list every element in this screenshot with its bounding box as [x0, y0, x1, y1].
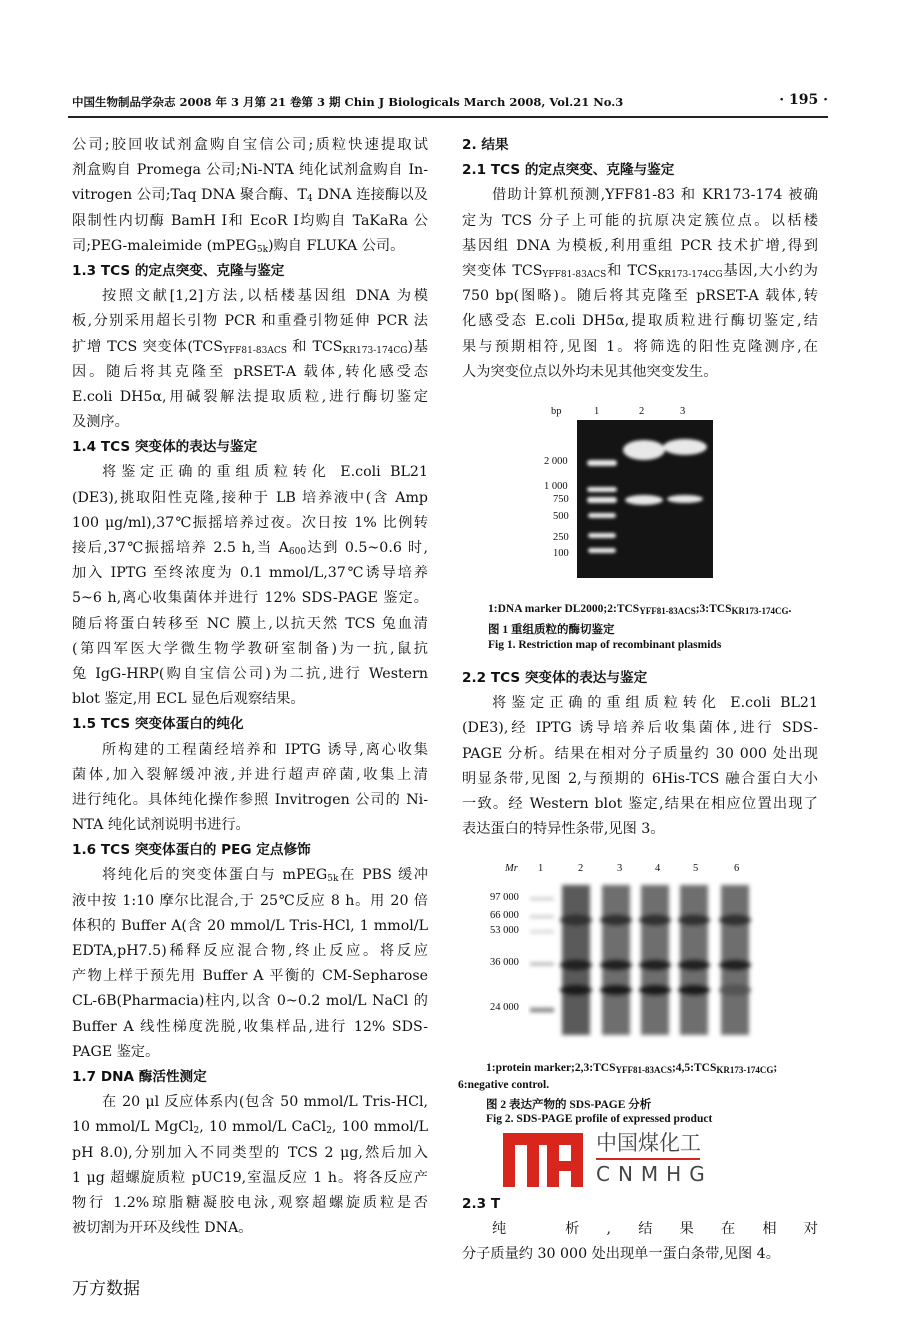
text-run: pH 8.0),分别加入不同类型的 TCS 2 μg,然后加入: [72, 1144, 428, 1161]
subscript: KR173-174CG: [731, 606, 789, 616]
fig1-lane-label: 2: [639, 406, 645, 417]
fig2-lane-label: 6: [734, 863, 740, 874]
text-line: [462, 716, 818, 741]
text-run: 和 TCS: [286, 338, 343, 355]
text-line: [72, 612, 428, 637]
section-heading: 1.7 DNA 酶活性测定: [72, 1068, 207, 1085]
section-heading: 1.3 TCS 的定点突变、克隆与鉴定: [72, 262, 285, 279]
text-line: [72, 486, 428, 511]
watermark-en: CNMHG: [596, 1162, 713, 1186]
text-run: 限制性内切酶 BamH Ⅰ和 EcoR Ⅰ均购自 TaKaRa 公: [72, 212, 428, 229]
header-rule: [68, 116, 828, 118]
gel-band: [719, 959, 751, 971]
subscript: YFF81-83ACS: [223, 345, 287, 356]
text-run: 10 mmol/L MgCl: [72, 1119, 194, 1136]
text-run: 一致。经 Western blot 鉴定,结果在相应位置出现了: [462, 795, 818, 812]
text-line: [462, 792, 818, 817]
text-line: [72, 360, 428, 385]
text-run: 及测序。: [72, 414, 129, 431]
section-heading: 1.4 TCS 突变体的表达与鉴定: [72, 439, 258, 456]
text-run: 司;PEG-maleimide (mPEG: [72, 237, 257, 254]
text-run: )购自 FLUKA 公司。: [268, 237, 405, 254]
text-line: [72, 1166, 428, 1191]
text-run: 1 μg 超螺旋质粒 pUC19,室温反应 1 h。将各反应产: [72, 1169, 428, 1186]
right-column-results-2-2: [462, 666, 818, 842]
text-run: 公司;胶回收试剂盒购自宝信公司;质粒快速提取试: [72, 137, 428, 153]
section-heading: 2. 结果: [462, 137, 509, 153]
text-line: [72, 939, 428, 964]
text-run: 基因,大小约为: [722, 262, 818, 279]
right-column-results-2-3: [462, 1192, 818, 1268]
text-run: 1:protein marker;2,3:TCS: [486, 1062, 616, 1074]
running-header: [72, 94, 828, 110]
text-run: EDTA,pH7.5)稀释反应混合物,终止反应。将反应: [72, 943, 428, 959]
text-run: 将纯化后的突变体蛋白与 mPEG: [102, 867, 328, 884]
fig2-lane-label: 3: [617, 863, 623, 874]
footer-wanfang: 万方数据: [72, 1279, 140, 1299]
gel-band: [719, 984, 751, 996]
section-heading: 1.5 TCS 突变体蛋白的纯化: [72, 716, 244, 733]
text-run: vitrogen 公司;Taq DNA 聚合酶、T: [72, 187, 307, 204]
text-run: 进行纯化。具体纯化操作参照 Invitrogen 公司的 Ni-: [72, 791, 428, 808]
text-line: [72, 863, 428, 888]
text-line: [72, 763, 428, 788]
fig2-title-en: Fig 2. SDS-PAGE profile of expressed product: [486, 1113, 713, 1125]
text-run: 100 μg/ml),37℃振摇培养过夜。次日按 1% 比例转: [72, 514, 428, 531]
journal-info: 中国生物制品学杂志 2008 年 3 月第 21 卷第 3 期 Chin J Biologicals March 2008, Vol.21 No.3: [72, 95, 624, 109]
text-line: [462, 183, 818, 208]
text-run: 随后将蛋白转移至 NC 膜上,以抗天然 TCS 兔血清: [72, 615, 428, 632]
text-line: [72, 561, 428, 586]
text-run: )基: [407, 338, 428, 355]
text-line: [72, 209, 428, 234]
subscript: YFF81-83ACS: [615, 1065, 672, 1075]
text-line: [72, 385, 428, 410]
text-run: 剂盒购自 Promega 公司;Ni-NTA 纯化试剂盒购自 In-: [72, 162, 428, 179]
gel-band: [639, 984, 671, 996]
text-line: [72, 738, 428, 763]
text-line: [72, 1090, 428, 1115]
text-run: .: [788, 603, 792, 615]
text-run: 所构建的工程菌经培养和 IPTG 诱导,离心收集: [102, 741, 428, 758]
text-run: 液中按 1:10 摩尔比混合,于 25℃反应 8 h。用 20 倍: [72, 892, 428, 909]
text-line: [72, 813, 428, 838]
text-line: [72, 536, 428, 561]
text-line: [72, 964, 428, 989]
text-line: [72, 335, 428, 360]
text-line: [72, 687, 428, 712]
gel-band: [678, 984, 710, 996]
text-run: PAGE 鉴定。: [72, 1043, 160, 1060]
text-line: [72, 889, 428, 914]
text-run: 扩增 TCS 突变体(TCS: [72, 338, 223, 355]
text-run: 化感受态 E.coli DH5α,提取质粒进行酶切鉴定,结: [462, 313, 818, 330]
text-line: [72, 586, 428, 611]
text-line: [462, 817, 818, 842]
gel-band: [639, 959, 671, 971]
text-run: 人为突变位点以外均未见其他突变发生。: [462, 363, 718, 380]
subscript: KR173-174CG: [716, 1065, 774, 1075]
text-line: [72, 637, 428, 662]
fig1-title-cn: 图 1 重组质粒的酶切鉴定: [488, 624, 615, 636]
text-line: [72, 662, 428, 687]
subscript: 600: [288, 547, 307, 557]
text-line: [462, 742, 818, 767]
fig1-marker-label: 250: [553, 532, 569, 543]
text-line: [72, 1191, 428, 1216]
gel-band: [560, 959, 592, 971]
fig1-marker-label: 100: [553, 548, 569, 559]
text-run: 体积的 Buffer A(含 20 mmol/L Tris-HCl, 1 mmol/L: [72, 917, 428, 934]
text-line: [462, 1217, 818, 1242]
text-run: 果与预期相符,见图 1。将筛选的阳性克隆测序,在: [462, 338, 818, 355]
text-run: 被切割为开环及线性 DNA。: [72, 1220, 253, 1237]
fig1-legend: [488, 603, 791, 615]
text-line: [462, 259, 818, 284]
text-line: [72, 1015, 428, 1040]
text-line: [462, 360, 818, 385]
text-line: [462, 335, 818, 360]
text-line: [462, 767, 818, 792]
text-run: 750 bp(图略)。随后将其克隆至 pRSET-A 载体,转: [462, 288, 818, 305]
watermark-rule: [596, 1158, 700, 1160]
subscript: 2: [326, 1126, 332, 1137]
subscript: KR173-174CG: [657, 269, 723, 280]
text-run: E.coli DH5α,用碱裂解法提取质粒,进行酶切鉴定: [72, 388, 428, 405]
fig1-marker-label: 2 000: [544, 456, 568, 467]
text-run: 接后,37℃振摇培养 2.5 h,当 A: [72, 540, 289, 556]
fig2-legend-line1: [486, 1062, 777, 1074]
text-line: [72, 914, 428, 939]
text-line: [462, 1242, 818, 1267]
subscript: YFF81-83ACS: [542, 269, 607, 280]
fig1-unit-label: bp: [551, 406, 562, 417]
fig2-lane-label: 2: [578, 863, 584, 874]
text-run: (第四军医大学微生物学教研室制备)为一抗,鼠抗: [72, 640, 428, 657]
text-run: ;3:TCS: [695, 603, 732, 615]
text-line: [72, 1216, 428, 1241]
text-line: [72, 158, 428, 183]
text-run: , 10 mmol/L CaCl: [199, 1119, 327, 1136]
text-run: 将鉴定正确的重组质粒转化 E.coli BL21: [492, 695, 818, 712]
fig2-lane-label: 1: [538, 863, 544, 874]
section-heading: 2.2 TCS 突变体的表达与鉴定: [462, 670, 648, 686]
text-line: [462, 209, 818, 234]
text-run: , 100 mmol/L: [331, 1119, 428, 1136]
text-run: 突变体 TCS: [462, 262, 543, 279]
subscript: 2: [193, 1126, 200, 1137]
text-line: [72, 309, 428, 334]
text-line: [462, 691, 818, 716]
text-line: [72, 460, 428, 485]
text-run: (DE3),经 IPTG 诱导培养后收集菌体,进行 SDS-: [462, 720, 818, 737]
text-run: DNA 连接酶以及: [312, 187, 428, 204]
text-line: [72, 234, 428, 259]
gel-band: [678, 914, 710, 926]
watermark-cn: 中国煤化工: [596, 1131, 701, 1155]
text-run: 产物上样于预先用 Buffer A 平衡的 CM-Sepharose: [72, 968, 428, 985]
gel-band: [600, 984, 632, 996]
text-run: 在 PBS 缓冲: [338, 867, 428, 884]
text-run: 分子质量约 30 000 处出现单一蛋白条带,见图 4。: [462, 1246, 780, 1263]
text-run: 板,分别采用超长引物 PCR 和重叠引物延伸 PCR 法: [72, 313, 428, 330]
fig2-legend-line2: 6:negative control.: [458, 1079, 550, 1091]
text-line: [72, 511, 428, 536]
text-run: 基因组 DNA 为模板,利用重组 PCR 技术扩增,得到: [462, 237, 818, 254]
subscript: 4: [306, 194, 313, 205]
text-run: PAGE 分析。结果在相对分子质量约 30 000 处出现: [462, 745, 818, 762]
text-run: 明显条带,见图 2,与预期的 6His-TCS 融合蛋白大小: [462, 770, 818, 787]
text-line: [462, 309, 818, 334]
section-heading: 2.1 TCS 的定点突变、克隆与鉴定: [462, 162, 675, 179]
text-line: [72, 1141, 428, 1166]
text-run: 菌体,加入裂解缓冲液,并进行超声碎菌,收集上清: [72, 766, 428, 783]
agarose-gel-image: [577, 420, 713, 578]
text-run: NTA 纯化试剂说明书进行。: [72, 817, 250, 834]
fig2-title-cn: 图 2 表达产物的 SDS-PAGE 分析: [486, 1099, 652, 1111]
text-run: 纯 析,结果在相对: [492, 1221, 818, 1238]
fig2-marker-label: 66 000: [490, 910, 519, 921]
section-heading: 2.3 T: [462, 1196, 501, 1212]
text-run: 表达蛋白的特异性条带,见图 3。: [462, 821, 665, 838]
fig2-marker-label: 36 000: [490, 957, 519, 968]
fig1-marker-label: 500: [553, 511, 569, 522]
sds-page-gel-image: [528, 880, 778, 1040]
gel-band: [600, 959, 632, 971]
text-run: ;4,5:TCS: [671, 1062, 717, 1074]
text-run: 1:DNA marker DL2000;2:TCS: [488, 603, 640, 615]
fig1-title-en: Fig 1. Restriction map of recombinant plasmids: [488, 639, 722, 651]
text-line: [72, 989, 428, 1014]
text-run: 5~6 h,离心收集菌体并进行 12% SDS-PAGE 鉴定。: [72, 590, 428, 607]
gel-band: [719, 914, 751, 926]
text-line: [72, 1115, 428, 1140]
fig1-marker-label: 750: [553, 494, 569, 505]
subscript: KR173-174CG: [342, 345, 408, 356]
subscript: 5k: [327, 874, 339, 885]
text-line: [72, 183, 428, 208]
fig2-lane-label: 4: [655, 863, 661, 874]
text-run: blot 鉴定,用 ECL 显色后观察结果。: [72, 691, 305, 708]
text-run: 兔 IgG-HRP(购自宝信公司)为二抗,进行 Western: [72, 665, 428, 682]
text-run: 将鉴定正确的重组质粒转化 E.coli BL21: [102, 464, 428, 481]
fig1-lane-label: 1: [594, 406, 600, 417]
gel-band: [560, 914, 592, 926]
gel-band: [560, 984, 592, 996]
text-run: 达到 0.5~0.6 时,: [306, 540, 428, 556]
text-run: 按照文献[1,2]方法,以栝楼基因组 DNA 为模: [102, 288, 428, 305]
text-line: [72, 284, 428, 309]
text-line: [72, 1040, 428, 1065]
text-run: 因。随后将其克隆至 pRSET-A 载体,转化感受态: [72, 363, 428, 380]
text-run: 物行 1.2%琼脂糖凝胶电泳,观察超螺旋质粒是否: [72, 1194, 428, 1211]
fig2-marker-label: 97 000: [490, 892, 519, 903]
watermark-mh-mark: [503, 1133, 583, 1187]
text-run: 和 TCS: [606, 262, 658, 279]
page-number: · 195 ·: [779, 92, 828, 108]
text-line: [462, 284, 818, 309]
fig2-unit-label: Mr: [505, 863, 518, 874]
text-run: Buffer A 线性梯度洗脱,收集样品,进行 12% SDS-: [72, 1018, 428, 1035]
gel-band: [639, 914, 671, 926]
text-run: (DE3),挑取阳性克隆,接种于 LB 培养液中(含 Amp: [72, 489, 428, 506]
text-line: [72, 410, 428, 435]
right-column-results-2-1: [462, 133, 818, 385]
text-run: 定为 TCS 分子上可能的抗原决定簇位点。以栝楼: [462, 212, 818, 229]
gel-band: [600, 914, 632, 926]
text-line: [72, 133, 428, 158]
fig1-lane-label: 3: [680, 406, 686, 417]
text-run: CL-6B(Pharmacia)柱内,以含 0~0.2 mol/L NaCl 的: [72, 993, 428, 1010]
text-run: 在 20 μl 反应体系内(包含 50 mmol/L Tris-HCl,: [102, 1094, 428, 1111]
left-column: [72, 133, 428, 1241]
fig2-marker-label: 24 000: [490, 1002, 519, 1013]
text-line: [72, 788, 428, 813]
text-line: [462, 234, 818, 259]
text-run: 借助计算机预测,YFF81-83 和 KR173-174 被确: [492, 187, 818, 204]
text-run: ;: [773, 1062, 778, 1074]
fig2-lane-label: 5: [693, 863, 699, 874]
section-heading: 1.6 TCS 突变体蛋白的 PEG 定点修饰: [72, 842, 311, 859]
gel-band: [678, 959, 710, 971]
text-run: 加入 IPTG 至终浓度为 0.1 mmol/L,37℃诱导培养: [72, 565, 428, 582]
subscript: YFF81-83ACS: [639, 606, 696, 616]
subscript: 5k: [256, 244, 269, 255]
fig2-marker-label: 53 000: [490, 925, 519, 936]
fig1-marker-label: 1 000: [544, 481, 568, 492]
